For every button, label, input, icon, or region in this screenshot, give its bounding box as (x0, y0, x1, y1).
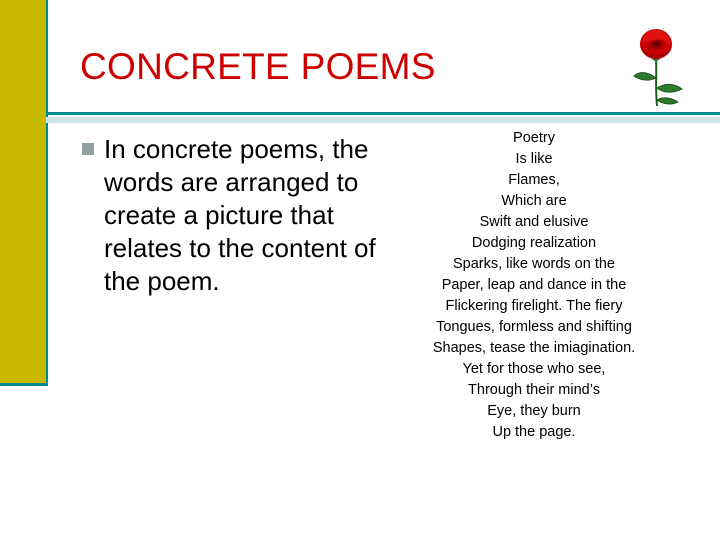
poem-line: Swift and elusive (479, 214, 589, 230)
bullet-point (82, 133, 382, 298)
poem-line: Through their mind’s (468, 382, 600, 398)
title-divider (46, 112, 720, 126)
rose-icon (626, 26, 688, 108)
poem-line: Flames, (508, 172, 560, 188)
poem-line: Tongues, formless and shifting (436, 319, 632, 335)
poem-line: Sparks, like words on the (453, 256, 615, 272)
square-bullet-icon (82, 143, 94, 155)
poem-line: Yet for those who see, (462, 361, 606, 377)
left-accent-bar (0, 0, 46, 385)
left-accent-foot (0, 383, 48, 386)
poem-line: Flickering firelight. The fiery (445, 298, 623, 314)
poem-line: Shapes, tease the imiagination. (432, 340, 636, 356)
concrete-poem (400, 128, 668, 443)
bullet-text: In concrete poems, the words are arranged to create a picture that relates to the content of the poem. (104, 134, 376, 296)
left-accent-edge (46, 0, 48, 385)
poem-line: Eye, they burn (487, 403, 581, 419)
poem-line: Paper, leap and dance in the (441, 277, 627, 293)
poem-line: Dodging realization (471, 235, 597, 251)
poem-line: Up the page. (492, 424, 576, 440)
poem-line: Is like (515, 151, 553, 167)
poem-line: Poetry (513, 130, 555, 146)
poem-line: Which are (501, 193, 567, 209)
slide-title: CONCRETE POEMS (80, 46, 436, 87)
